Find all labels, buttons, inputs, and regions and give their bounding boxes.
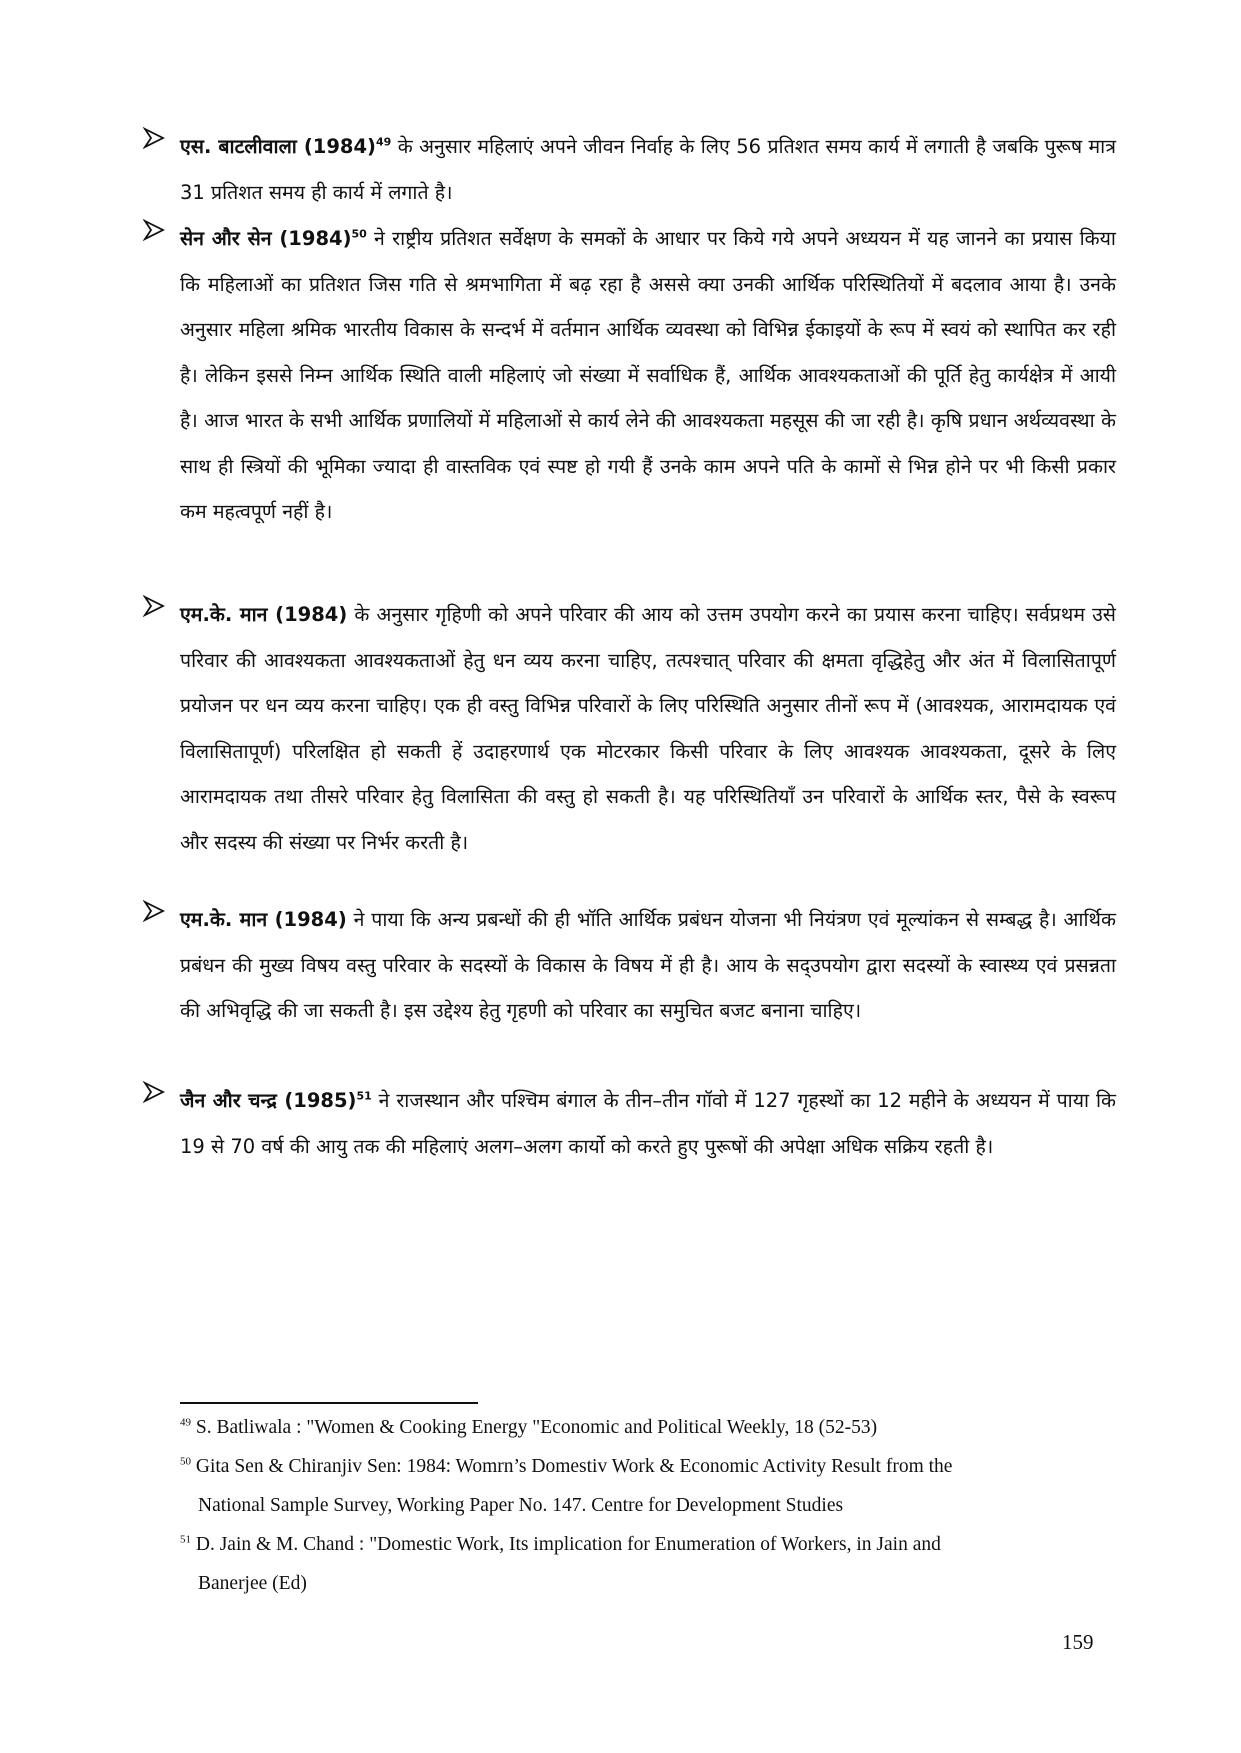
entry-paragraph <box>146 216 1116 535</box>
footnote-number: 50 <box>180 1455 191 1468</box>
footnote-marker: 50 <box>351 227 367 241</box>
entry-man-2 <box>146 897 1116 1034</box>
entry-text: ने राजस्थान और पश्चिम बंगाल के तीन–तीन गॉवो में 127 गृहस्थों का 12 महीने के अध्ययन में पाया कि 19 से 70 वर्ष की आयु तक की महिलाएं अलग–अलग कार्यो को करते हुए पुरूषों की अपेक्षा अधिक सक्रिय रहती है। <box>180 1089 1116 1158</box>
footnote-text: D. Jain & M. Chand : "Domestic Work, Its implication for Enumeration of Workers, in Jain and <box>195 1534 941 1555</box>
footnote-separator <box>180 1402 478 1404</box>
footnote-number: 51 <box>180 1533 191 1546</box>
footnote-50 <box>180 1447 1116 1525</box>
entry-paragraph <box>146 897 1116 1034</box>
footnote-text: S. Batliwala : "Women & Cooking Energy "Economic and Political Weekly, 18 (52-53) <box>195 1417 878 1438</box>
page-number: 159 <box>1062 1630 1094 1654</box>
arrow-bullet-icon <box>143 900 165 922</box>
entry-text: ने पाया कि अन्य प्रबन्धों की ही भॉति आर्थिक प्रबंधन योजना भी नियंत्रण एवं मूल्यांकन से सम्बद्ध है। आर्थिक प्रबंधन की मुख्य विषय वस्तु परिवार के सदस्यों के विकास के विषय में ही है। आय के सद्उपयोग द्वारा सदस्यों के स्वास्थ्य एवं प्रसन्नता की अभिवृद्धि की जा सकती है। इस उद्देश्य हेतु गृहणी को परिवार का समुचित बजट बनाना चाहिए। <box>180 908 1116 1022</box>
entry-man-1 <box>146 592 1116 865</box>
entry-text: के अनुसार गृहिणी को अपने परिवार की आय को उत्तम उपयोग करने का प्रयास करना चाहिए। सर्वप्रथम उसे परिवार की आवश्यकता आवश्यकताओं हेतु धन व्यय करना चाहिए, तत्पश्चात् परिवार की क्षमता वृद्धिहेतु और अंत में विलासितापूर्ण प्रयोजन पर धन व्यय करना चाहिए। एक ही वस्तु विभिन्न परिवारों के लिए परिस्थिति अनुसार तीनों रूप में (आवश्यक, आरामदायक एवं विलासितापूर्ण) परिलक्षित हो सकती हें उदाहरणार्थ एक मोटरकार किसी परिवार के लिए आवश्यक आवश्यकता, दूसरे के लिए आरामदायक तथा तीसरे परिवार हेतु विलासिता की वस्तु हो सकती है। यह परिस्थितियाँ उन परिवारों के आर्थिक स्तर, पैसे के स्वरूप और सदस्य की संख्या पर निर्भर करती है। <box>180 603 1116 854</box>
citation-ref: एस. बाटलीवाला (1984) <box>180 135 376 158</box>
arrow-bullet-icon <box>143 1081 165 1103</box>
footnote-number: 49 <box>180 1416 191 1429</box>
footnote-marker: 51 <box>356 1089 372 1103</box>
entry-text: के अनुसार महिलाएं अपने जीवन निर्वाह के लिए 56 प्रतिशत समय कार्य में लगाती है जबकि पुरूष मात्र 31 प्रतिशत समय ही कार्य में लगाते है। <box>180 135 1116 204</box>
footnote-text-continued: Banerjee (Ed) <box>198 1573 307 1594</box>
citation-ref: सेन और सेन (1984) <box>180 227 352 250</box>
arrow-bullet-icon <box>143 219 165 241</box>
arrow-bullet-icon <box>143 127 165 149</box>
entry-paragraph <box>146 1078 1116 1169</box>
footnote-marker: 49 <box>375 135 392 149</box>
footnote-49 <box>180 1408 1116 1447</box>
citation-ref: एम.के. मान (1984) <box>180 908 347 931</box>
footnote-text: Gita Sen & Chiranjiv Sen: 1984: Womrn’s Domestiv Work & Economic Activity Result from the <box>195 1456 953 1477</box>
citation-ref: जैन और चन्द्र (1985) <box>180 1089 357 1112</box>
arrow-bullet-icon <box>143 595 165 617</box>
citation-ref: एम.के. मान (1984) <box>180 603 348 626</box>
footnote-51 <box>180 1525 1116 1603</box>
entry-text: ने राष्ट्रीय प्रतिशत सर्वेक्षण के समकों के आधार पर किये गये अपने अध्ययन में यह जानने का प्रयास किया कि महिलाओं का प्रतिशत जिस गति से श्रमभागिता में बढ़ रहा है अससे क्या उनकी आर्थिक परिस्थितियों में बदलाव आया है। उनके अनुसार महिला श्रमिक भारतीय विकास के सन्दर्भ में वर्तमान आर्थिक व्यवस्था को विभिन्न ईकाइयों के रूप में स्वयं को स्थापित कर रही है। लेकिन इससे निम्न आर्थिक स्थिति वाली महिलाएं जो संख्या में सर्वाधिक हैं, आर्थिक आवश्यकताओं की पूर्ति हेतु कार्यक्षेत्र में आयी है। आज भारत के सभी आर्थिक प्रणालियों में महिलाओं से कार्य लेने की आवश्यकता महसूस की जा रही है। कृषि प्रधान अर्थव्यवस्था के साथ ही स्त्रियों की भूमिका ज्यादा ही वास्तविक एवं स्पष्ट हो गयी हैं उनके काम अपने पति के कामों से भिन्न होने पर भी किसी प्रकार कम महत्वपूर्ण नहीं है। <box>180 227 1116 523</box>
entry-jain-chand <box>146 1078 1116 1169</box>
footnote-text-continued: National Sample Survey, Working Paper No. 147. Centre for Development Studies <box>198 1495 844 1516</box>
entry-batliwala <box>146 124 1116 215</box>
entry-sen-sen <box>146 216 1116 535</box>
entry-paragraph <box>146 592 1116 865</box>
entry-paragraph <box>146 124 1116 215</box>
